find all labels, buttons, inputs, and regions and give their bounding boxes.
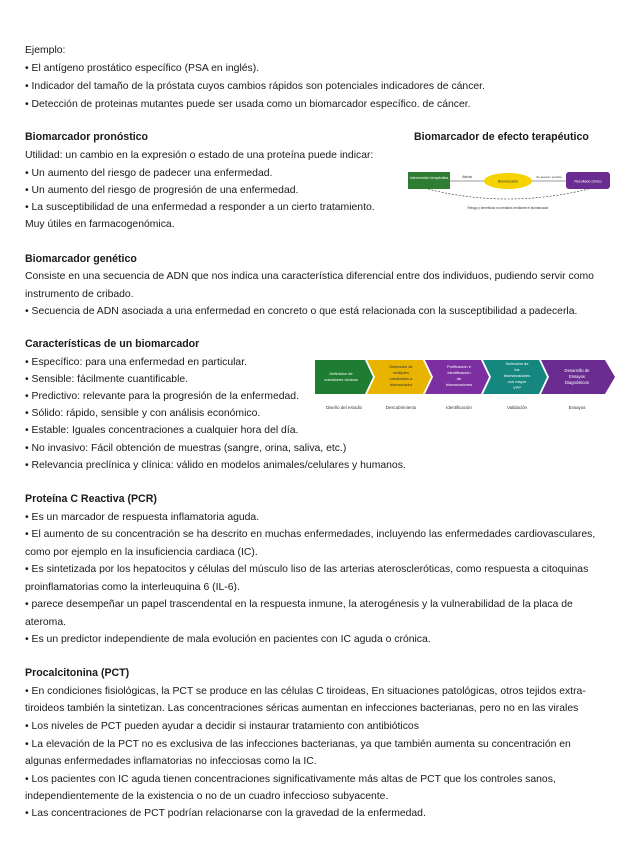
pcr-line: como por ejemplo en la insuficiencia cardiaca (IC). <box>25 547 258 558</box>
pcr-line: • Es sintetizada por los hepatocitos y células del músculo liso de las arterias ateroscleróticas, como respuesta a citoquinas <box>25 564 589 575</box>
therapeutic-effect-diagram <box>406 164 612 214</box>
intervention-label: Intervención terapéutica <box>409 176 449 180</box>
therapeutic-heading: Biomarcador de efecto terapéutico <box>414 131 589 143</box>
pct-line: • Los pacientes con IC aguda tienen concentraciones significativamente más altas de PCT que los controles sanos, <box>25 774 556 785</box>
pct-line: • La elevación de la PCT no es exclusiva de las infecciones bacterianas, ya que también aumenta su concentración en <box>25 739 571 750</box>
pcr-heading: Proteína C Reactiva (PCR) <box>25 493 157 505</box>
prognostic-line: • Un aumento del riesgo de padecer una enfermedad. <box>25 168 273 179</box>
prognostic-heading: Biomarcador pronóstico <box>25 131 149 143</box>
genetic-line: Consiste en una secuencia de ADN que nos indica una característica diferencial entre dos individuos, pudiendo servir como <box>25 271 594 282</box>
pcr-line: ateroma. <box>25 617 67 628</box>
pipeline-caption: Identificación <box>446 405 472 410</box>
genetic-line: • Secuencia de ADN asociada a una enfermedad en concreto o que está relacionada con la susceptibilidad a padecerla. <box>25 306 578 317</box>
characteristics-heading: Características de un biomarcador <box>25 338 200 350</box>
pct-line: • Las concentraciones de PCT podrían relacionarse con la gravedad de la enfermedad. <box>25 808 426 819</box>
example-item: • Indicador del tamaño de la próstata cuyos cambios rápidos son potenciales indicadores de cáncer. <box>25 81 485 92</box>
pipeline-step-label: Selección de los biomarcadores con mayor VPP <box>503 361 531 390</box>
pct-line: • En condiciones fisiológicas, la PCT se produce en las células C tiroideas, En situaciones patológicas, otros tejidos extra- <box>25 686 586 697</box>
predicts-label: Se asocia / predice <box>536 175 562 179</box>
pipeline-step-label: Desarrollo de Ensayos Diagnósticos <box>564 368 590 385</box>
pipeline-step-label: Detección de múltiples candidatos a biomarcador <box>389 364 413 387</box>
pct-heading: Procalcitonina (PCT) <box>25 667 130 679</box>
characteristics-item: • Estable: Iguales concentraciones a cualquier hora del día. <box>25 425 299 436</box>
biomarker-pipeline-diagram <box>315 358 617 416</box>
example-item: • Detección de proteinas mutantes puede ser usada como un biomarcador específico. de cáncer. <box>25 99 471 110</box>
diagram-curve <box>428 189 589 199</box>
characteristics-item: • Predictivo: relevante para la progresión de la enfermedad. <box>25 391 299 402</box>
prognostic-line: • La susceptibilidad de una enfermedad a responder a un cierto tratamiento. <box>25 202 375 213</box>
pct-line: algunas enfermedades inflamatorias no infecciosas como la IC. <box>25 756 317 767</box>
pcr-line: • Es un predictor independiente de mala evolución en pacientes con IC aguda o crónica. <box>25 634 431 645</box>
pcr-line: • El aumento de su concentración se ha descrito en muchas enfermedades, incluyendo las enfermedades cardiovasculares, <box>25 529 596 540</box>
pipeline-step-label: Purificación e identificación de biomarcadores <box>445 364 473 387</box>
pct-line: • Los niveles de PCT pueden ayudar a decidir si instaurar tratamiento con antibióticos <box>25 721 419 732</box>
pcr-line: • parece desempeñar un papel trascendental en la respuesta inmune, la aterogénesis y la vulnerabilidad de la placa de <box>25 599 573 610</box>
pipeline-step-label: Definición de cuestiones clínicas <box>324 371 358 382</box>
pct-line: tiroideos también la sintetizan. Las concentraciones séricas aumentan en infecciones bacterianas, pero no en las virales <box>25 703 579 714</box>
pipeline-caption: Validación <box>507 405 527 410</box>
characteristics-item: • Sensible: fácilmente cuantificable. <box>25 374 189 385</box>
characteristics-item: • Sólido: rápido, sensible y con análisis económico. <box>25 408 261 419</box>
genetic-line: instrumento de cribado. <box>25 289 134 300</box>
characteristics-item: • Específico: para una enfermedad en particular. <box>25 357 247 368</box>
prognostic-line: • Un aumento del riesgo de progresión de una enfermedad. <box>25 185 299 196</box>
affects-label: Afecta <box>462 175 472 179</box>
example-title: Ejemplo: <box>25 45 66 56</box>
pcr-line: proinflamatorias como la interleuquina 6 (IL-6). <box>25 582 240 593</box>
pipeline-caption: Ensayos <box>568 405 586 410</box>
intervention-box <box>408 172 450 189</box>
characteristics-item: • Relevancia preclínica y clínica: válido en modelos animales/celulares y humanos. <box>25 460 406 471</box>
biomarker-label: Biomarcador <box>497 179 519 184</box>
pipeline-caption: Diseño del estudio <box>325 405 363 410</box>
pipeline-caption: Descubrimiento <box>385 405 417 410</box>
pct-line: independientemente de la existencia o no de un cuadro infeccioso subyacente. <box>25 791 389 802</box>
example-item: • El antígeno prostático específico (PSA en inglés). <box>25 63 260 74</box>
risk-label: Riesgo y beneficios no medidos mediante el biomarcador <box>467 206 549 210</box>
characteristics-item: • No invasivo: Fácil obtención de muestras (sangre, orina, saliva, etc.) <box>25 443 347 454</box>
pcr-line: • Es un marcador de respuesta inflamatoria aguda. <box>25 512 260 523</box>
clinical-result-label: Resultado clínico <box>574 179 602 184</box>
prognostic-line: Muy útiles en farmacogenómica. <box>25 219 175 230</box>
genetic-heading: Biomarcador genético <box>25 253 137 265</box>
prognostic-line: Utilidad: un cambio en la expresión o estado de una proteína puede indicar: <box>25 150 374 161</box>
